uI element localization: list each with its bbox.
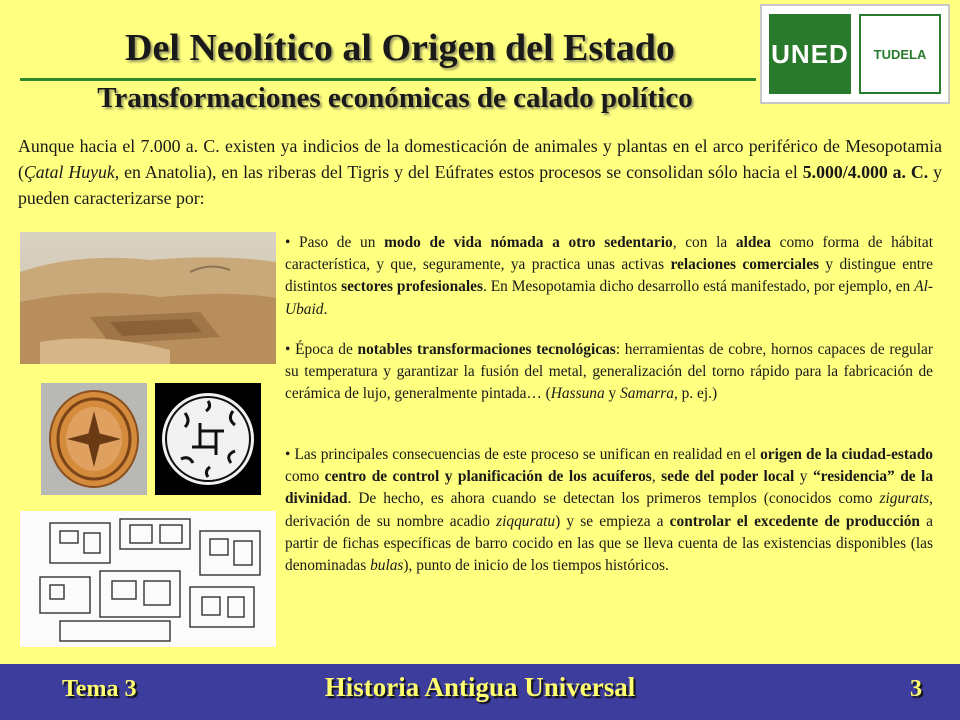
b1-strong-2: aldea (735, 234, 771, 251)
slide-title: Del Neolítico al Origen del Estado (125, 27, 675, 69)
b1-strong-4: sectores profesionales (341, 278, 483, 296)
slide-footer (0, 664, 960, 720)
b3-text-6: , derivación de su nombre acadio (285, 490, 933, 530)
b3-strong-3: sede del poder local (661, 468, 795, 486)
b3-strong-2: centro de control y planificación de los acuíferos (324, 468, 652, 486)
footer-page-number: 3 (910, 676, 922, 702)
bullet-sedentarism (285, 232, 933, 321)
bullet-city-state (285, 444, 933, 577)
footer-course: Historia Antigua Universal (324, 672, 636, 702)
b3-text-7: ) y se empieza a (555, 512, 670, 530)
b3-text-2: como (285, 468, 325, 486)
intro-text-2: , en Anatolia), en las riberas del Tigris y del Eúfrates estos procesos se consolidan sólo hacia el (114, 162, 803, 182)
footer-topic: Tema 3 (62, 676, 137, 702)
uned-tudela-logo (760, 4, 950, 104)
slide-subtitle: Transformaciones económicas de calado político (97, 82, 693, 114)
b3-strong-5: controlar el excedente de producción (669, 512, 920, 530)
b3-text-8: a partir de fichas específicas de barro cocido en las que se lleva cuenta de las existencias disponibles (las denominadas (285, 512, 933, 575)
b1-strong-3: relaciones comerciales (670, 256, 820, 274)
b3-strong-4: “residencia” de la divinidad (285, 468, 934, 508)
intro-paragraph (18, 133, 942, 211)
title-divider (20, 78, 756, 81)
b2-text-3: y (604, 385, 621, 403)
b3-text-1: • Las principales consecuencias de este proceso se unifican en realidad en el (285, 446, 761, 463)
pottery-plate-photo (41, 383, 147, 495)
b2-em-1: Hassuna (550, 385, 605, 403)
intro-text-1: Aunque hacia el 7.000 a. C. existen ya indicios de la domesticación de animales y plantas en el arco periférico de Mesopotamia ( (18, 136, 942, 182)
intro-em-1: Çatal Huyuk (23, 162, 115, 182)
logo-uned: UNED (769, 14, 851, 94)
logo-tudela: TUDELA (859, 14, 941, 94)
b1-text-1: • Paso de un (285, 234, 385, 251)
b3-strong-1: origen de la ciudad-estado (760, 446, 933, 463)
b3-text-5: . De hecho, es ahora cuando se detectan los primeros templos (conocidos como (347, 490, 880, 508)
b1-text-5: . En Mesopotamia dicho desarrollo está manifestado, por ejemplo, en (482, 278, 915, 296)
b2-text-4: , p. ej.) (673, 385, 718, 403)
b2-em-2: Samarra (620, 385, 674, 403)
intro-strong-1: 5.000/4.000 a. C. (802, 162, 929, 182)
b1-text-2: , con la (672, 234, 736, 251)
samarra-bowl-photo (155, 383, 261, 495)
b3-em-1: zigurats (879, 490, 930, 508)
temple-floor-plan (20, 511, 276, 647)
b2-strong-1: notables transformaciones tecnológicas (357, 341, 616, 358)
b1-text-3: como forma de hábitat característica, y que, seguramente, ya practica unas activas (285, 234, 933, 274)
b1-text-6: . (323, 300, 328, 318)
b1-em-1: Al-Ubaid (285, 278, 933, 318)
bullet-technology (285, 339, 933, 406)
excavation-photo (20, 232, 276, 364)
b1-strong-1: modo de vida nómada a otro sedentario (384, 234, 673, 251)
intro-text-3: y pueden caracterizarse por: (18, 162, 943, 208)
b3-text-3: , (651, 468, 662, 486)
b2-text-2: : herramientas de cobre, hornos capaces de regular su temperatura y garantizar la fusión del metal, generalización del torno rápido para la fabricación de cerámica de lujo, generalmente pintada… ( (285, 341, 933, 403)
b2-text-1: • Época de (285, 341, 358, 358)
b3-text-4: y (794, 468, 813, 486)
b1-text-4: y distingue entre distintos (285, 256, 934, 296)
b3-em-2: ziqquratu (496, 512, 556, 530)
b3-text-9: ), punto de inicio de los tiempos históricos. (403, 557, 669, 575)
b3-em-3: bulas (370, 557, 404, 575)
